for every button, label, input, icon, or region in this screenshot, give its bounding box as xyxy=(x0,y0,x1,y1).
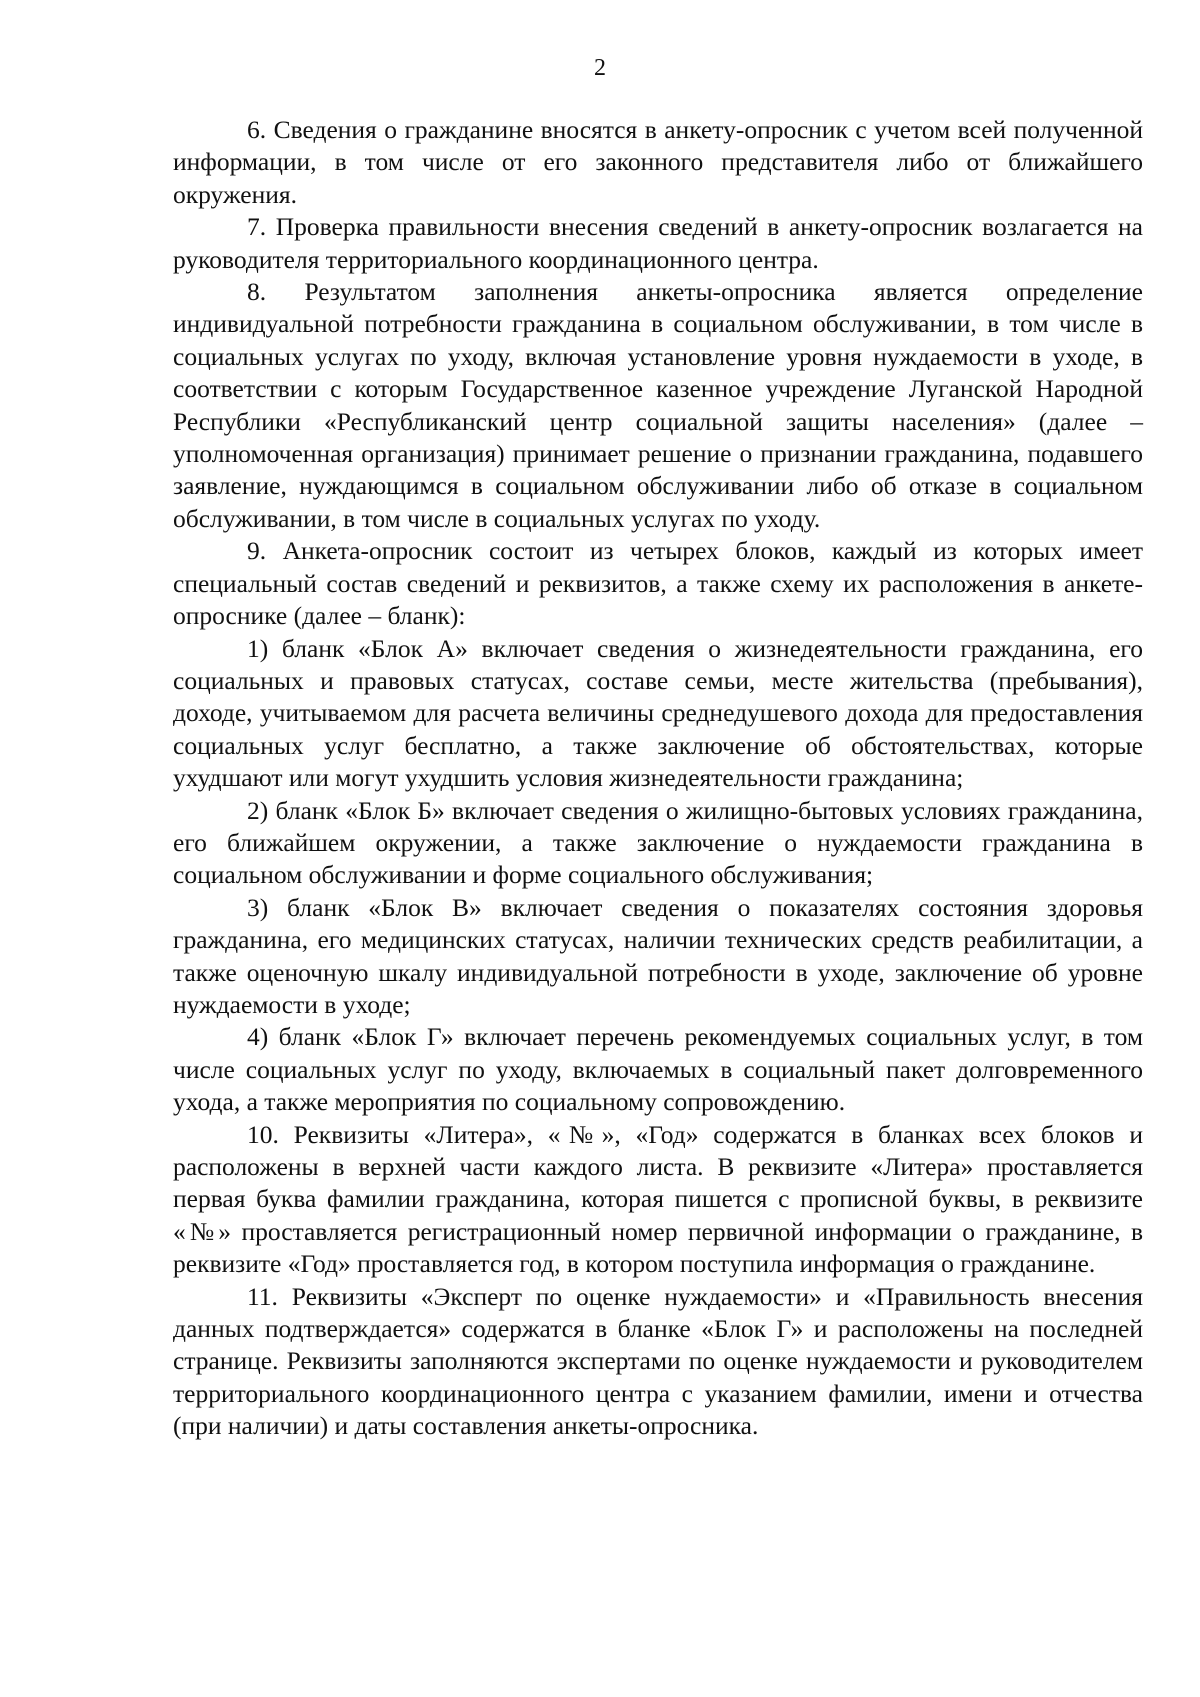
paragraph-11: 11. Реквизиты «Эксперт по оценке нуждаемости» и «Правильность внесения данных подтверждается» содержатся в бланке «Блок Г» и расположены на последней странице. Реквизиты заполняются экспертами по оценке нуждаемости и руководителем территориального координационного центра с указанием фамилии, имени и отчества (при наличии) и даты составления анкеты-опросника. xyxy=(173,1281,1143,1441)
paragraph-7: 7. Проверка правильности внесения сведений в анкету-опросник возлагается на руководителя территориального координационного центра. xyxy=(173,212,1143,274)
paragraph-8: 8. Результатом заполнения анкеты-опросника является определение индивидуальной потребности гражданина в социальном обслуживании, в том числе в социальных услугах по уходу, включая установление уровня нуждаемости в уходе, в соответствии с которым Государственное казенное учреждение Луганской Народной Республики «Республиканский центр социальной защиты населения» (далее – уполномоченная организация) принимает решение о признании гражданина, подавшего заявление, нуждающимся в социальном обслуживании либо об отказе в социальном обслуживании, в том числе в социальных услугах по уходу. xyxy=(173,277,1143,533)
paragraph-9-item-4: 4) бланк «Блок Г» включает перечень рекомендуемых социальных услуг, в том числе социальных услуг по уходу, включаемых в социальный пакет долговременного ухода, а также мероприятия по социальному сопровождению. xyxy=(173,1022,1143,1117)
paragraph-9-item-1: 1) бланк «Блок А» включает сведения о жизнедеятельности гражданина, его социальных и правовых статусах, составе семьи, месте жительства (пребывания), доходе, учитываемом для расчета величины среднедушевого дохода для предоставления социальных услуг бесплатно, а также заключение об обстоятельствах, которые ухудшают или могут ухудшить условия жизнедеятельности гражданина; xyxy=(173,633,1143,793)
paragraph-9: 9. Анкета-опросник состоит из четырех блоков, каждый из которых имеет специальный состав сведений и реквизитов, а также схему их расположения в анкете-опроснике (далее – бланк): xyxy=(173,536,1143,631)
paragraph-9-item-2: 2) бланк «Блок Б» включает сведения о жилищно-бытовых условиях гражданина, его ближайшем окружении, а также заключение о нуждаемости гражданина в социальном обслуживании и форме социального обслуживания; xyxy=(173,795,1143,890)
document-body xyxy=(173,114,1143,1443)
paragraph-9-item-3: 3) бланк «Блок В» включает сведения о показателях состояния здоровья гражданина, его медицинских статусах, наличии технических средств реабилитации, а также оценочную шкалу индивидуальной потребности в уходе, заключение об уровне нуждаемости в уходе; xyxy=(173,892,1143,1019)
page-number: 2 xyxy=(594,55,606,81)
paragraph-10: 10. Реквизиты «Литера», «№», «Год» содержатся в бланках всех блоков и расположены в верхней части каждого листа. В реквизите «Литера» проставляется первая буква фамилии гражданина, которая пишется с прописной буквы, в реквизите «№» проставляется регистрационный номер первичной информации о гражданине, в реквизите «Год» проставляется год, в котором поступила информация о гражданине. xyxy=(173,1119,1143,1279)
paragraph-6: 6. Сведения о гражданине вносятся в анкету-опросник с учетом всей полученной информации, в том числе от его законного представителя либо от ближайшего окружения. xyxy=(173,115,1143,209)
